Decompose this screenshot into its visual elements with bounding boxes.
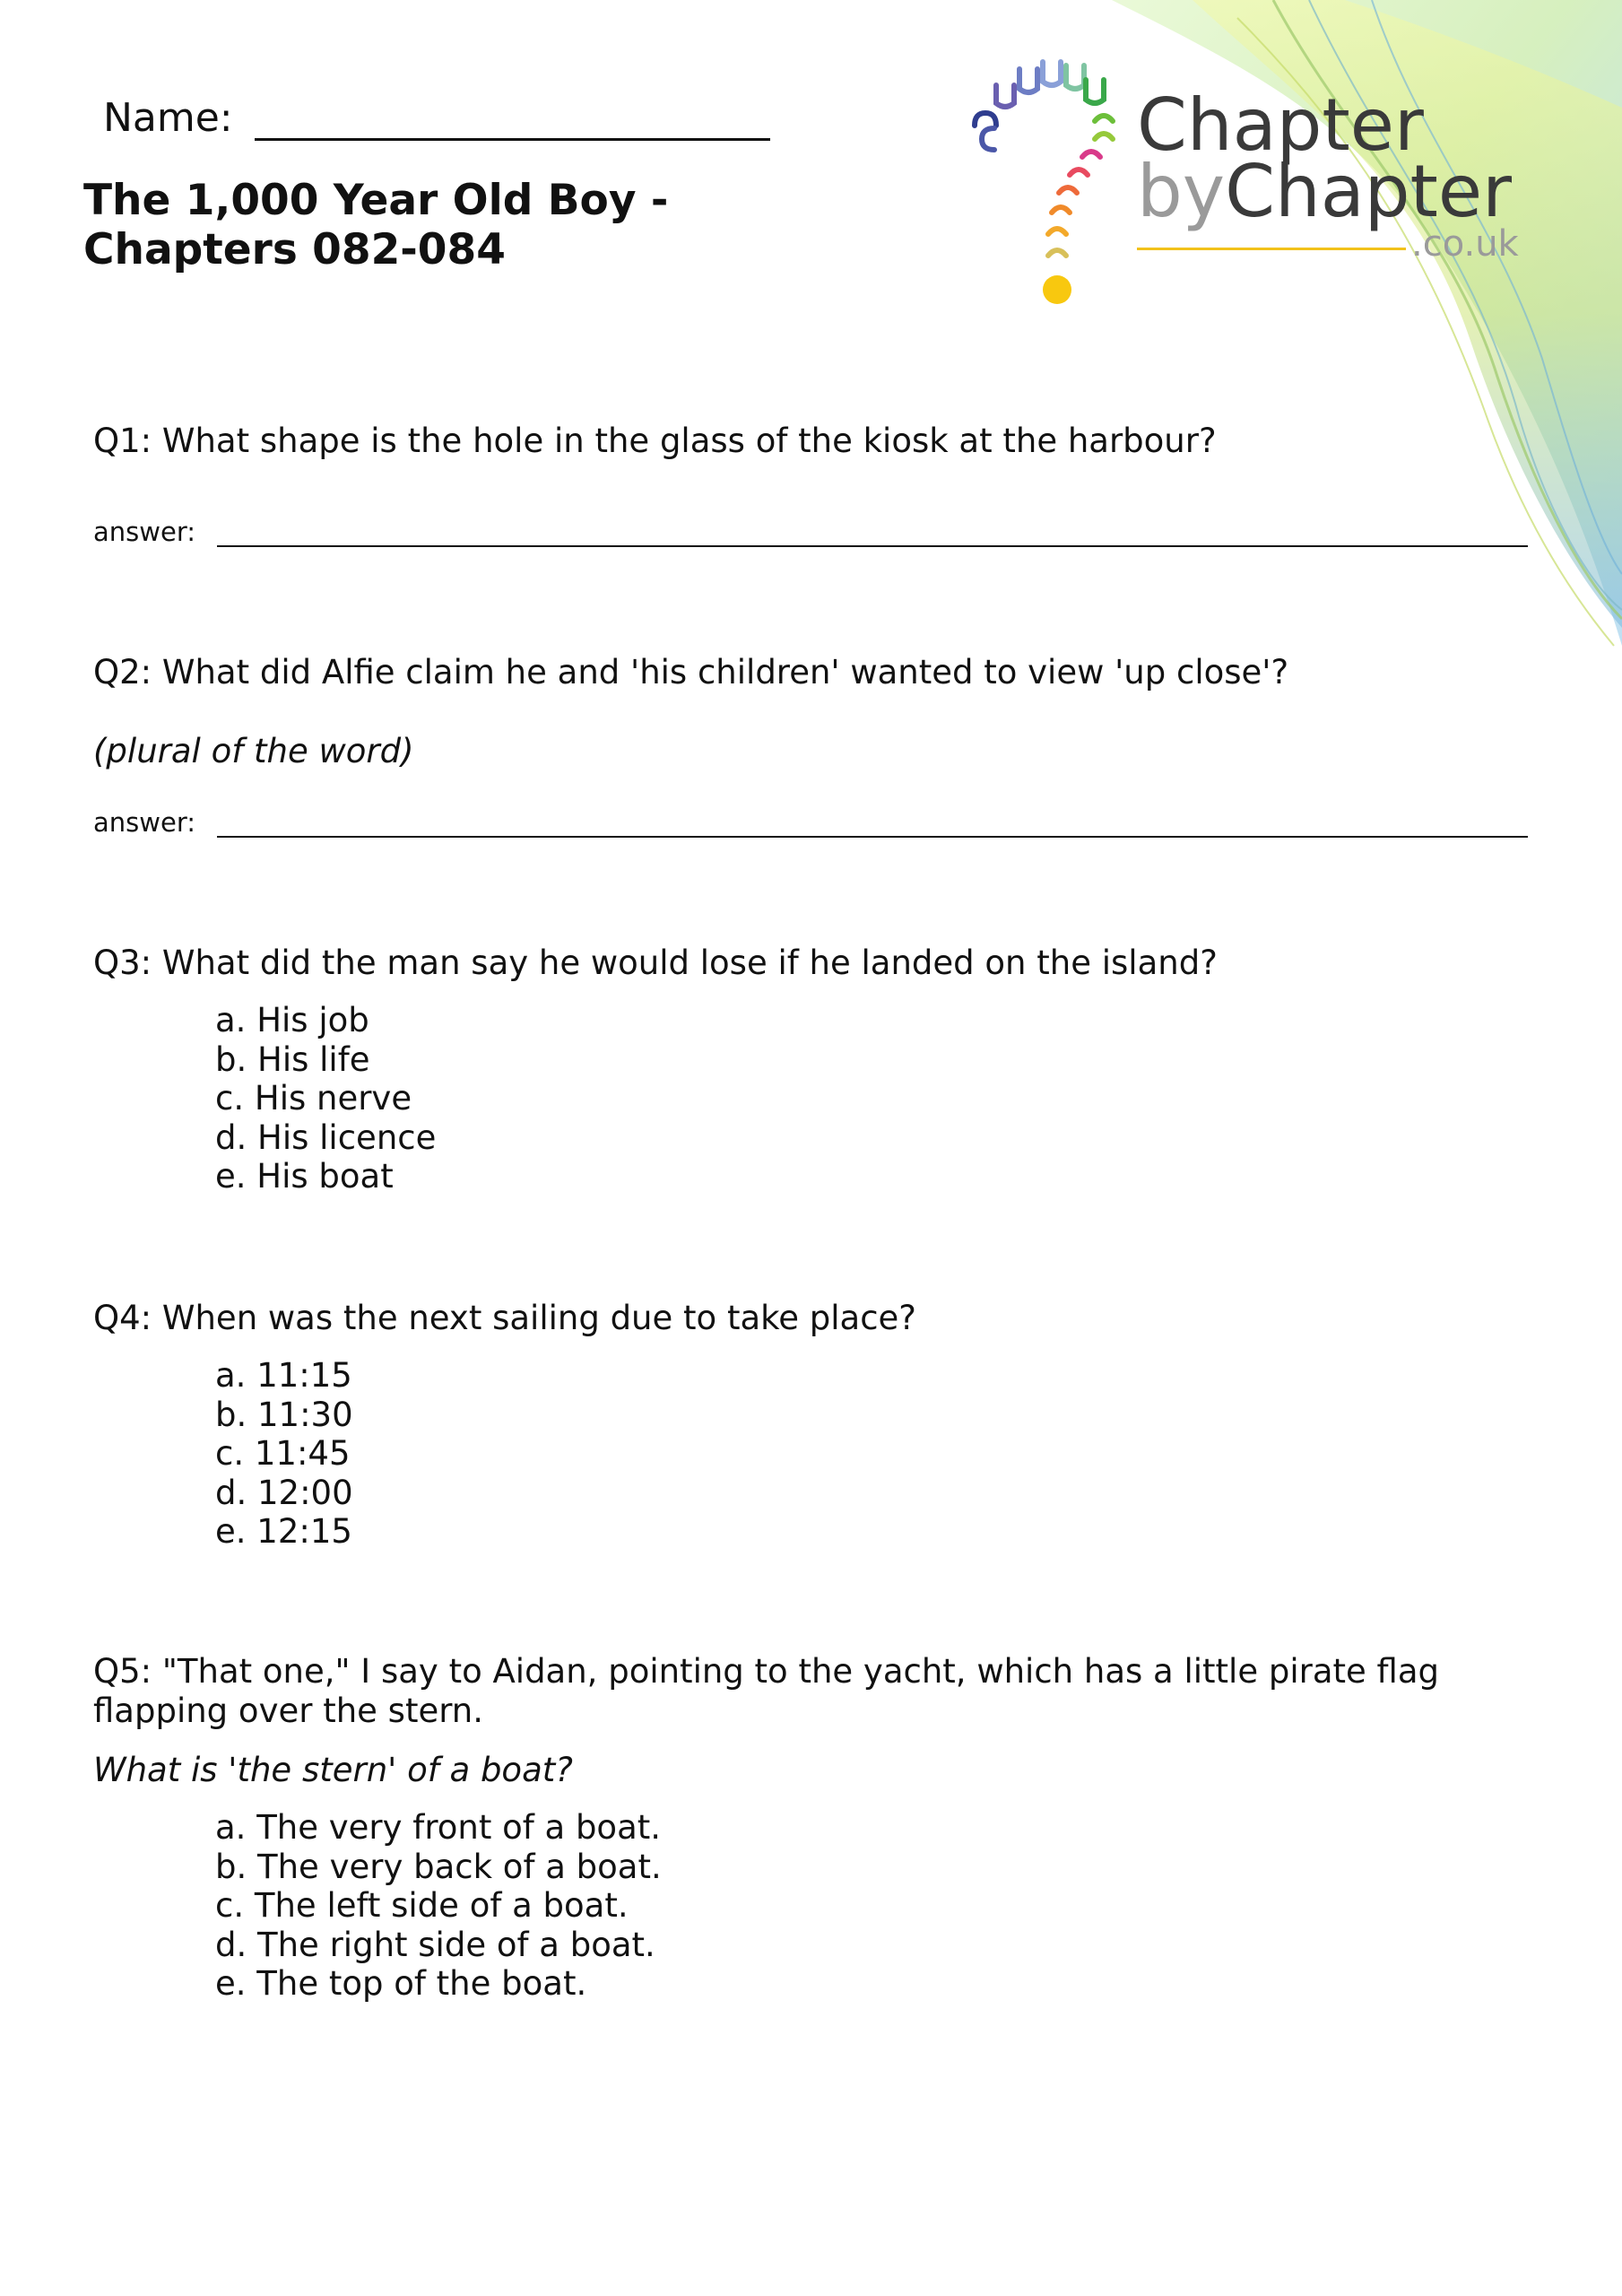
option-a[interactable]: a. His job <box>215 1001 369 1039</box>
answer-label: answer: <box>93 517 196 547</box>
option-a[interactable]: a. The very front of a boat. <box>215 1808 662 1847</box>
question-5-note: What is 'the stern' of a boat? <box>93 1751 573 1789</box>
question-4-options <box>215 1356 353 1552</box>
answer-line-2[interactable] <box>217 816 1528 838</box>
answer-row-2 <box>93 807 1528 838</box>
question-5 <box>93 1652 1439 1731</box>
option-d[interactable]: d. 12:00 <box>215 1473 353 1512</box>
option-c[interactable]: c. His nerve <box>215 1079 412 1118</box>
logo-by: by <box>1137 150 1226 233</box>
option-e[interactable]: e. 12:15 <box>215 1512 352 1551</box>
option-b[interactable]: b. 11:30 <box>215 1395 353 1434</box>
answer-line-1[interactable] <box>217 526 1528 547</box>
logo-line-2 <box>1137 150 1519 233</box>
option-a[interactable]: a. 11:15 <box>215 1356 352 1395</box>
document-title <box>83 176 668 274</box>
name-label: Name: <box>103 95 233 141</box>
name-input-line[interactable] <box>255 90 770 141</box>
title-line-2: Chapters 082-084 <box>83 225 506 274</box>
option-d[interactable]: d. His licence <box>215 1118 437 1157</box>
question-4: Q4: When was the next sailing due to take place? <box>93 1299 916 1337</box>
question-5-line-2: flapping over the stern. <box>93 1692 484 1730</box>
logo-underline <box>1137 248 1406 250</box>
option-c[interactable]: c. 11:45 <box>215 1434 351 1473</box>
name-field-row <box>103 90 770 141</box>
option-e[interactable]: e. His boat <box>215 1157 394 1196</box>
option-d[interactable]: d. The right side of a boat. <box>215 1925 655 1964</box>
logo-books-icon <box>964 49 1125 309</box>
logo-line-1: Chapter <box>1137 83 1424 167</box>
question-2-note: (plural of the word) <box>93 732 414 770</box>
question-3: Q3: What did the man say he would lose if he landed on the island? <box>93 944 1218 982</box>
question-1: Q1: What shape is the hole in the glass of the kiosk at the harbour? <box>93 422 1217 460</box>
logo-chapter: Chapter <box>1225 150 1512 233</box>
question-5-options <box>215 1808 662 2004</box>
answer-row-1 <box>93 517 1528 547</box>
answer-label: answer: <box>93 807 196 838</box>
question-2: Q2: What did Alfie claim he and 'his children' wanted to view 'up close'? <box>93 653 1289 691</box>
logo-domain: .co.uk <box>1411 223 1519 265</box>
option-c[interactable]: c. The left side of a boat. <box>215 1886 629 1925</box>
question-3-options <box>215 1001 436 1196</box>
logo-wordmark <box>1137 83 1519 265</box>
question-5-line-1: Q5: "That one," I say to Aidan, pointing to the yacht, which has a little pirate flag <box>93 1652 1439 1691</box>
title-line-1: The 1,000 Year Old Boy - <box>83 176 669 225</box>
option-b[interactable]: b. The very back of a boat. <box>215 1847 662 1886</box>
option-e[interactable]: e. The top of the boat. <box>215 1964 587 2003</box>
option-b[interactable]: b. His life <box>215 1039 370 1079</box>
